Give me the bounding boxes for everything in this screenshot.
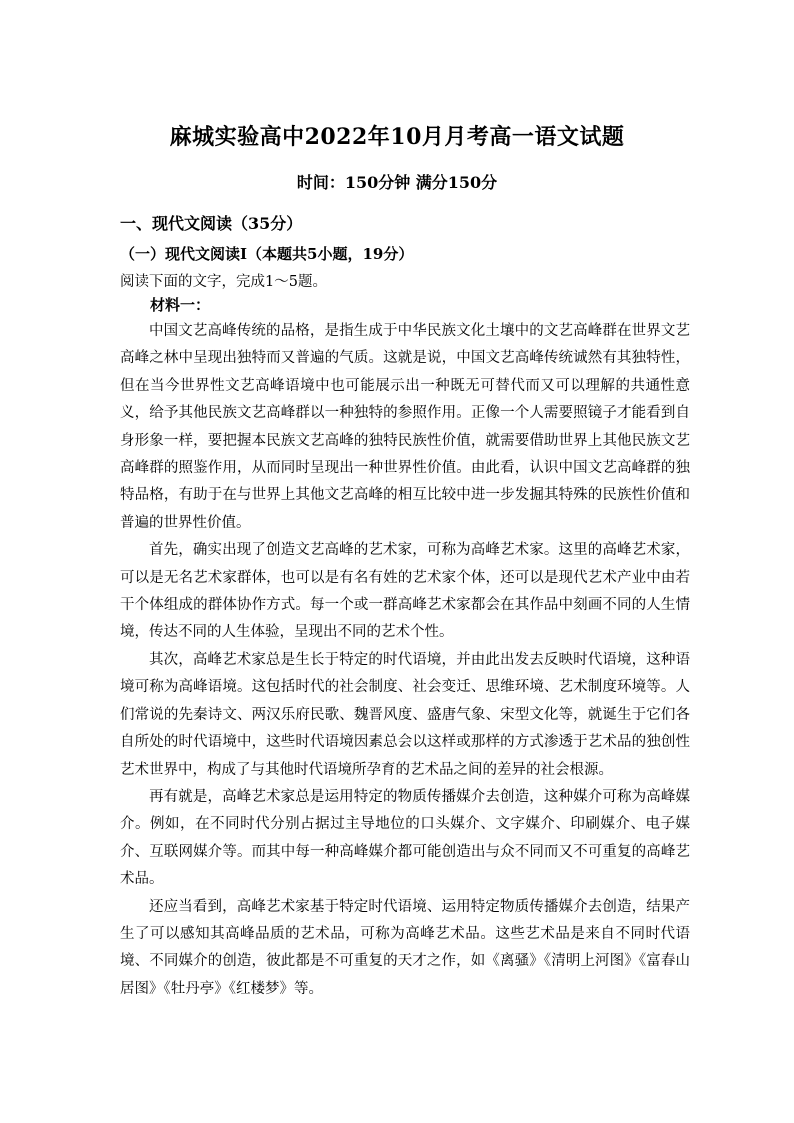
material-label: 材料一： bbox=[150, 296, 211, 314]
passage-paragraph-4: 再有就是，高峰艺术家总是运用特定的物质传播媒介去创造，这种媒介可称为高峰媒介。例如，在不同时代分别占据过主导地位的口头媒介、文字媒介、印刷媒介、电子媒介、互联网媒介等。而其中每一种高峰媒介都可能创造出与众不同而又不可重复的高峰艺术品。 bbox=[120, 788, 690, 888]
passage-paragraph-2: 首先，确实出现了创造文艺高峰的艺术家，可称为高峰艺术家。这里的高峰艺术家，可以是无名艺术家群体，也可以是有名有姓的艺术家个体，还可以是现代艺术产业中由若干个体组成的群体协作方式。每一个或一群高峰艺术家都会在其作品中刻画不同的人生情境，传达不同的人生体验，呈现出不同的艺术个性。 bbox=[120, 542, 690, 641]
passage-paragraph-1: 中国文艺高峰传统的品格，是指生成于中华民族文化土壤中的文艺高峰群在世界文艺高峰之林中呈现出独特而又普遍的气质。这就是说，中国文艺高峰传统诚然有其独特性，但在当今世界性文艺高峰语境中也可能展示出一种既无可替代而又可以理解的共通性意义，给予其他民族文艺高峰群以一种独特的参照作用。正像一个人需要照镜子才能看到自身形象一样，要把握本民族文艺高峰的独特民族性价值，就需要借助世界上其他民族文艺高峰群的照鉴作用，从而同时呈现出一种世界性价值。由此看，认识中国文艺高峰群的独特品格，有助于在与世界上其他文艺高峰的相互比较中进一步发掘其特殊的民族性价值和普遍的世界性价值。 bbox=[120, 323, 690, 531]
passage-paragraph-3: 其次，高峰艺术家总是生长于特定的时代语境，并由此出发去反映时代语境，这种语境可称为高峰语境。这包括时代的社会制度、社会变迁、思维环境、艺术制度环境等。人们常说的先秦诗文、两汉乐府民歌、魏晋风度、盛唐气象、宋型文化等，就诞生于它们各自所处的时代语境中，这些时代语境因素总会以这样或那样的方式渗透于艺术品的独创性艺术世界中，构成了与其他时代语境所孕育的艺术品之间的差异的社会根源。 bbox=[120, 651, 690, 778]
reading-passage bbox=[120, 318, 690, 1003]
page-title: 麻城实验高中2022年10月月考高一语文试题 bbox=[169, 124, 625, 150]
exam-time-score: 时间：150分钟 满分150分 bbox=[296, 173, 498, 192]
passage-paragraph-5: 还应当看到，高峰艺术家基于特定时代语境、运用特定物质传播媒介去创造，结果产生了可以感知其高峰品质的艺术品，可称为高峰艺术品。这些艺术品是来自不同时代语境、不同媒介的创造，彼此都是不可重复的天才之作，如《离骚》《清明上河图》《富春山居图》《牡丹亭》《红楼梦》等。 bbox=[120, 898, 690, 997]
section-heading: 一、现代文阅读（35分） bbox=[120, 214, 303, 233]
subsection-heading: （一）现代文阅读Ⅰ（本题共5小题，19分） bbox=[120, 245, 414, 263]
reading-instruction: 阅读下面的文字，完成1～5题。 bbox=[120, 274, 327, 290]
